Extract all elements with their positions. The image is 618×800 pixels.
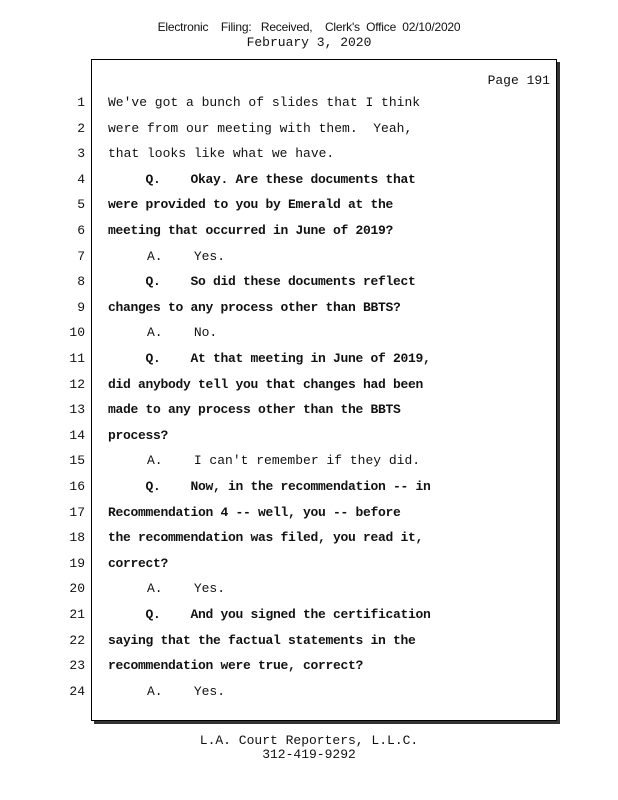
- transcript-line: process?: [108, 428, 169, 443]
- line-number: 14: [69, 428, 85, 443]
- page-number: Page 191: [487, 73, 550, 88]
- transcript-line: Q. Okay. Are these documents that: [108, 172, 416, 187]
- line-number: 8: [77, 274, 85, 289]
- court-reporter-firm: L.A. Court Reporters, L.L.C.: [199, 733, 419, 748]
- line-number: 1: [77, 95, 85, 110]
- line-number: 17: [69, 505, 85, 520]
- transcript-line: were provided to you by Emerald at the: [108, 197, 394, 212]
- line-number: 23: [69, 658, 85, 673]
- line-number: 15: [69, 453, 85, 468]
- line-number: 24: [69, 684, 85, 699]
- transcript-line: A. I can't remember if they did.: [108, 453, 421, 468]
- line-number: 22: [69, 633, 85, 648]
- transcript-line: A. Yes.: [108, 684, 226, 699]
- transcript-line: A. No.: [108, 325, 218, 340]
- transcript-line: did anybody tell you that changes had been: [108, 377, 424, 392]
- line-number: 3: [77, 146, 85, 161]
- transcript-line: Q. Now, in the recommendation -- in: [108, 479, 431, 494]
- transcript-date: February 3, 2020: [246, 35, 372, 50]
- transcript-line: recommendation were true, correct?: [108, 658, 364, 673]
- line-number: 18: [69, 530, 85, 545]
- line-number: 4: [77, 172, 85, 187]
- line-number: 12: [69, 377, 85, 392]
- line-number: 13: [69, 402, 85, 417]
- transcript-line: A. Yes.: [108, 249, 226, 264]
- transcript-line: made to any process other than the BBTS: [108, 402, 401, 417]
- line-number: 10: [69, 325, 85, 340]
- transcript-line: A. Yes.: [108, 581, 226, 596]
- transcript-line: Q. At that meeting in June of 2019,: [108, 351, 431, 366]
- transcript-line: Q. And you signed the certification: [108, 607, 431, 622]
- line-number: 9: [77, 300, 85, 315]
- line-number: 7: [77, 249, 85, 264]
- line-number: 21: [69, 607, 85, 622]
- transcript-line: Q. So did these documents reflect: [108, 274, 416, 289]
- transcript-line: saying that the factual statements in the: [108, 633, 416, 648]
- transcript-line: were from our meeting with them. Yeah,: [108, 121, 413, 136]
- transcript-line: Recommendation 4 -- well, you -- before: [108, 505, 401, 520]
- filing-stamp: Electronic Filing: Received, Clerk's Office 02/10/2020: [157, 20, 461, 34]
- transcript-line: that looks like what we have.: [108, 146, 335, 161]
- transcript-line: the recommendation was filed, you read it,: [108, 530, 424, 545]
- line-number: 19: [69, 556, 85, 571]
- transcript-line: meeting that occurred in June of 2019?: [108, 223, 394, 238]
- transcript-line: We've got a bunch of slides that I think: [108, 95, 421, 110]
- line-number: 5: [77, 197, 85, 212]
- transcript-line: correct?: [108, 556, 169, 571]
- line-number: 20: [69, 581, 85, 596]
- court-reporter-phone: 312-419-9292: [262, 747, 356, 762]
- line-number: 2: [77, 121, 85, 136]
- transcript-line: changes to any process other than BBTS?: [108, 300, 401, 315]
- line-number: 11: [69, 351, 85, 366]
- line-number: 6: [77, 223, 85, 238]
- line-number: 16: [69, 479, 85, 494]
